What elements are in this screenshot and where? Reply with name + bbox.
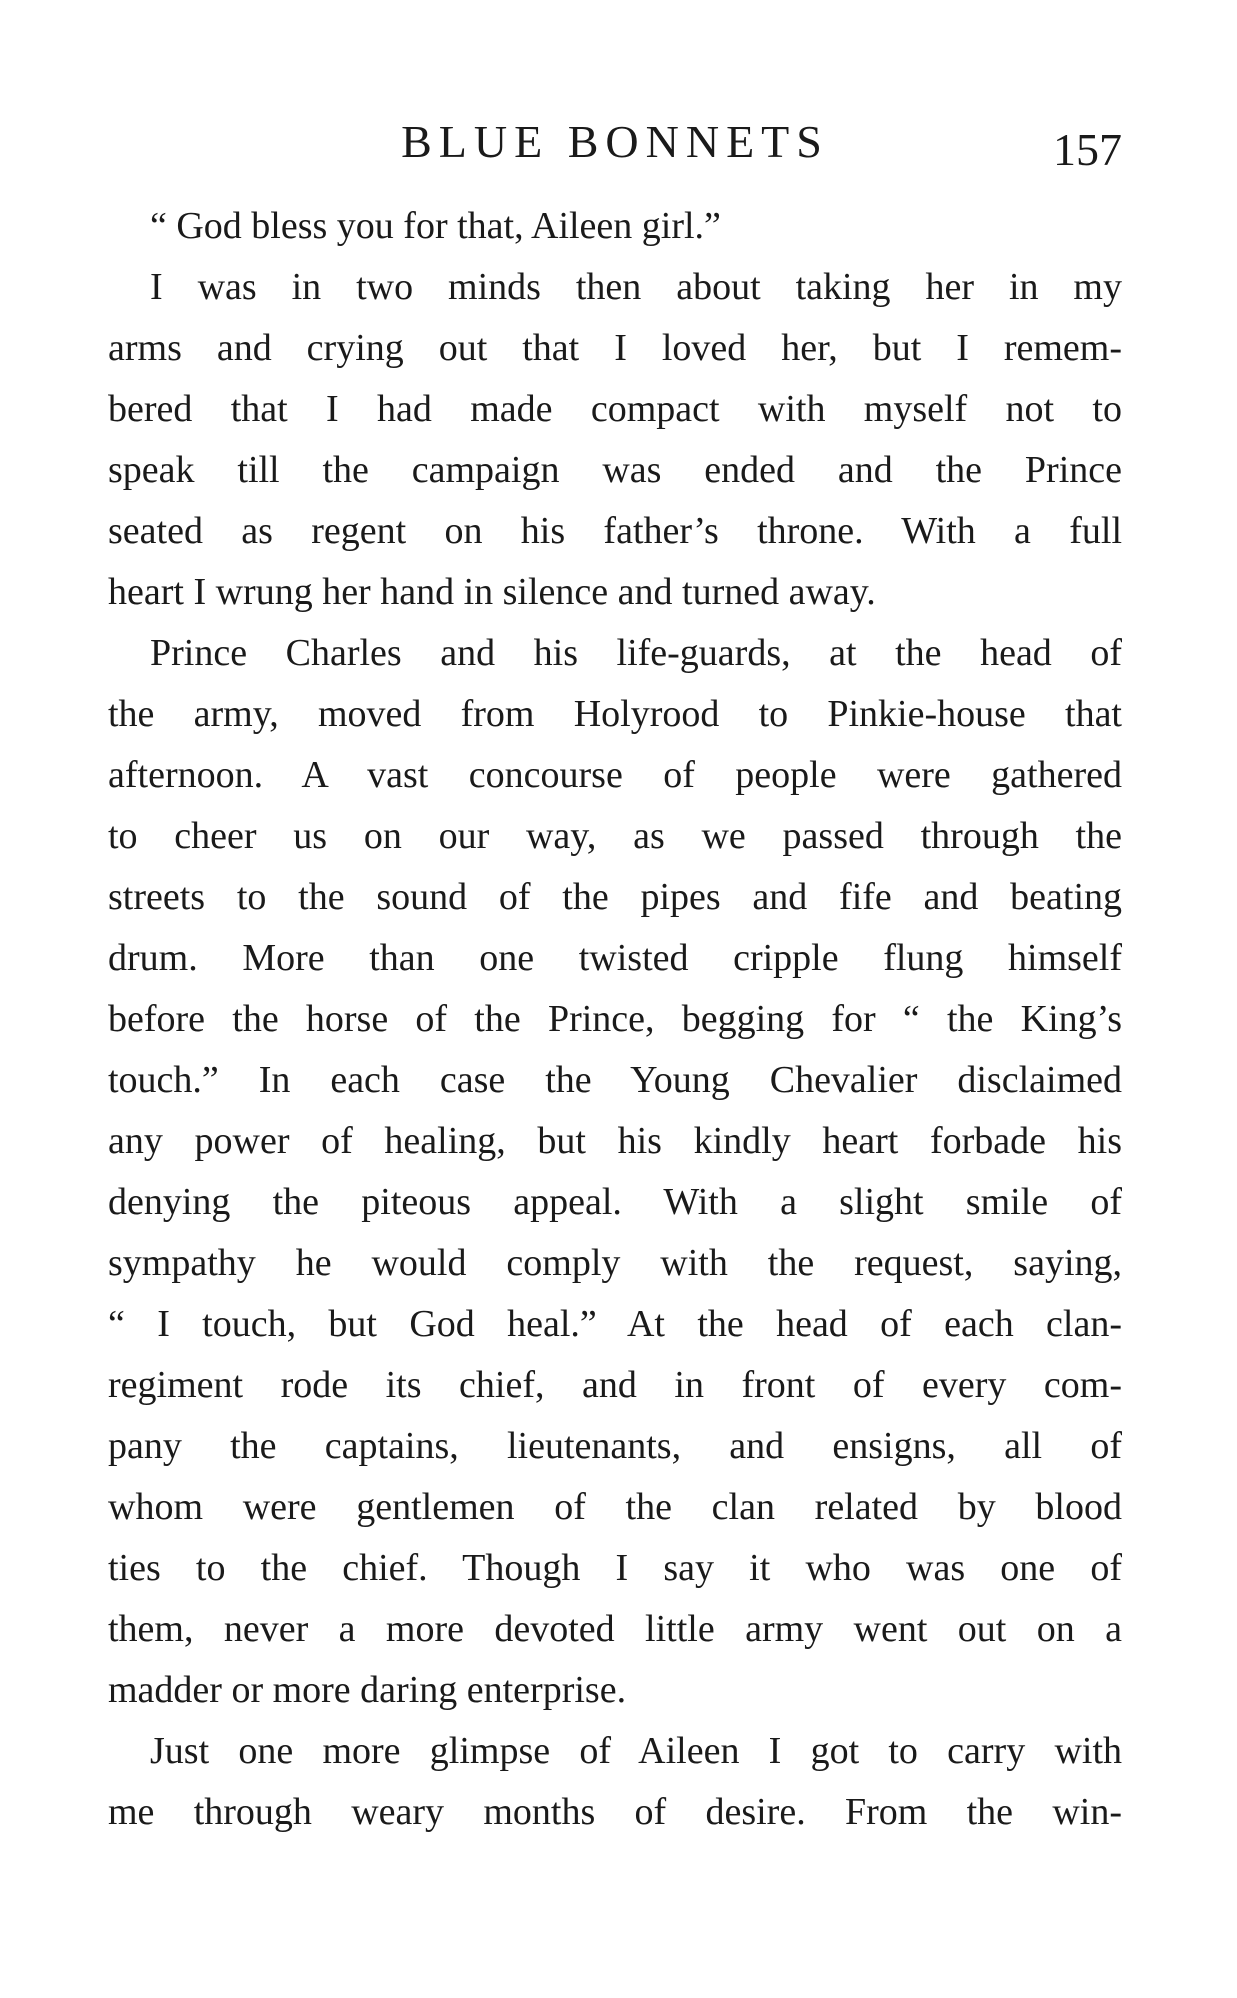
text-line: streets to the sound of the pipes and fife and beating [108,876,1122,918]
text-line: Prince Charles and his life-guards, at the head of [150,632,1122,674]
text-line: denying the piteous appeal. With a slight smile of [108,1181,1122,1223]
text-line: afternoon. A vast concourse of people were gathered [108,754,1122,796]
text-line: to cheer us on our way, as we passed through the [108,815,1122,857]
text-line: pany the captains, lieutenants, and ensigns, all of [108,1425,1122,1467]
text-line: any power of healing, but his kindly heart forbade his [108,1120,1122,1162]
running-head [108,112,1122,175]
text-line: sympathy he would comply with the request, saying, [108,1242,1122,1284]
text-line: “ God bless you for that, Aileen girl.” [150,205,721,247]
text-line: seated as regent on his father’s throne. With a full [108,510,1122,552]
text-line: ties to the chief. Though I say it who was one of [108,1547,1122,1589]
text-line: bered that I had made compact with myself not to [108,388,1122,430]
running-title: BLUE BONNETS [401,116,829,167]
text-line: “ I touch, but God heal.” At the head of each clan- [108,1303,1122,1345]
page-number: 157 [1053,124,1122,175]
text-line: touch.” In each case the Young Chevalier disclaimed [108,1059,1122,1101]
text-line: I was in two minds then about taking her in my [150,266,1122,308]
text-line: before the horse of the Prince, begging for “ the King’s [108,998,1122,1040]
text-line: Just one more glimpse of Aileen I got to carry with [150,1730,1122,1772]
text-line: whom were gentlemen of the clan related by blood [108,1486,1122,1528]
text-line: me through weary months of desire. From the win- [108,1791,1122,1833]
text-line: regiment rode its chief, and in front of every com- [108,1364,1122,1406]
body-text [108,196,1122,1843]
text-line: speak till the campaign was ended and the Prince [108,449,1122,491]
text-line: heart I wrung her hand in silence and turned away. [108,571,876,613]
text-line: arms and crying out that I loved her, but I remem- [108,327,1122,369]
text-line: drum. More than one twisted cripple flung himself [108,937,1122,979]
text-line: madder or more daring enterprise. [108,1669,627,1711]
text-line: the army, moved from Holyrood to Pinkie-house that [108,693,1122,735]
text-line: them, never a more devoted little army went out on a [108,1608,1122,1650]
